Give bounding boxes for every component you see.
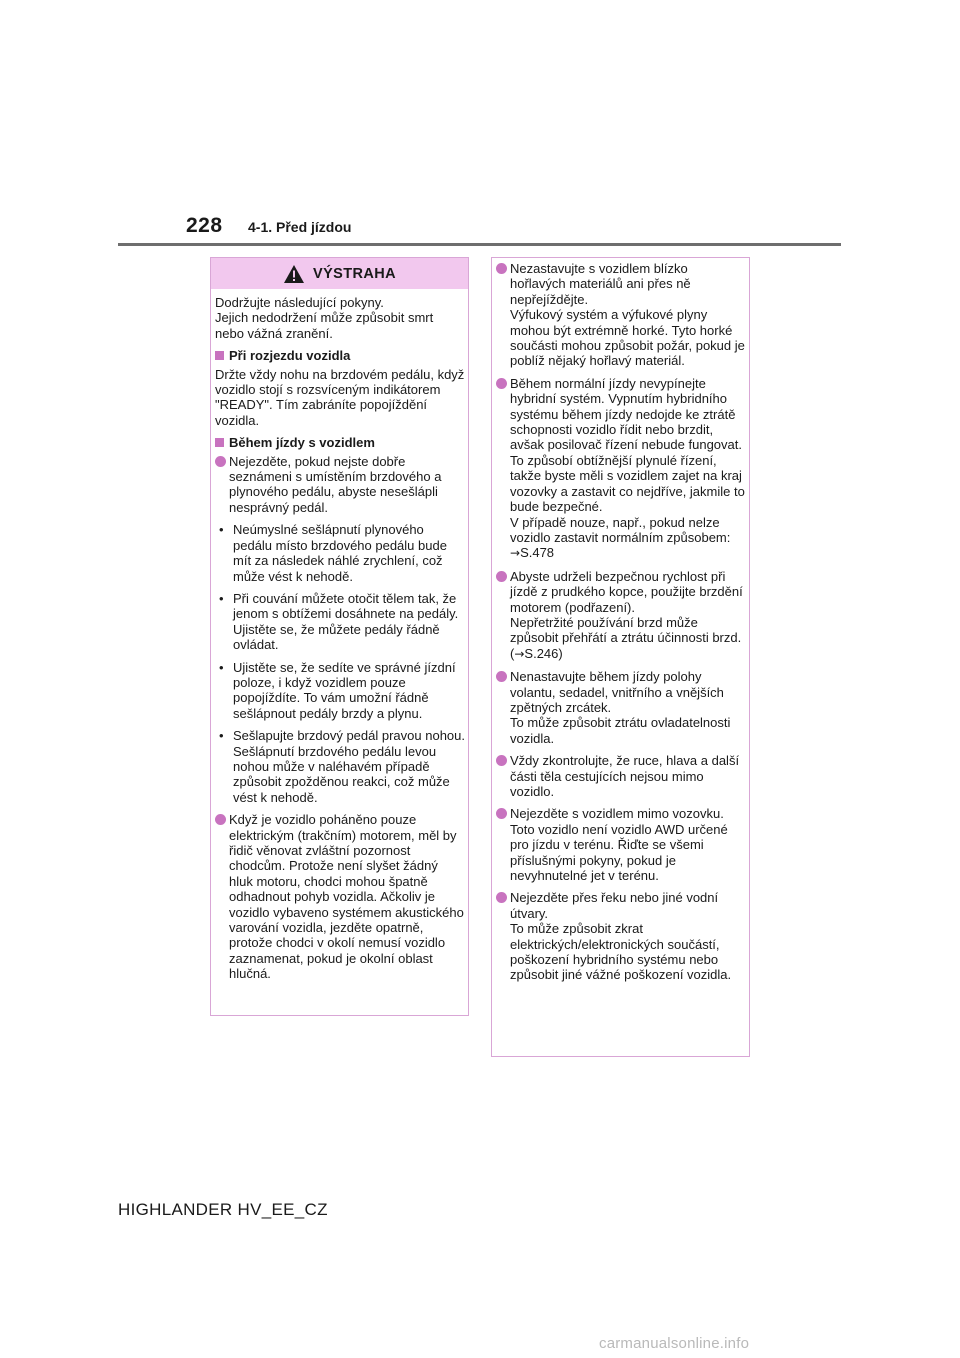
text-line: Výfukový systém a výfukové plyny mohou být extrémně horké. Tyto horké součásti mohou způsobit požár, pokud je poblíž nějaký hořlavý materiál. [510, 307, 745, 369]
list-item [496, 806, 746, 883]
circle-bullet-icon [496, 755, 507, 766]
watermark: carmanualsonline.info [599, 1335, 750, 1352]
dot-bullet-icon: • [219, 590, 224, 606]
list-item-text: Nejezděte, pokud nejste dobře seznámeni s umístěním brzdového a plynového pedálu, abyste nesešlápli nesprávný pedál. [229, 453, 442, 515]
text-line: Nepřetržité používání brzd může způsobit přehřátí a ztrátu účinnosti brzd. ( [510, 614, 742, 661]
list-item-text [510, 569, 746, 662]
list-item [496, 261, 746, 369]
sub-list-item-text: Sešlapujte brzdový pedál pravou nohou. Sešlápnutí brzdového pedálu levou nohou může v naléhavém případě způsobit zpožděnou reakci, což může vést k nehodě. [233, 728, 465, 805]
section-text: Držte vždy nohu na brzdovém pedálu, když vozidlo stojí s rozsvíceným indikátorem "READY". Tím zabráníte popojíždění vozidla. [215, 366, 465, 428]
arrow-right-icon: → [514, 646, 525, 661]
circle-bullet-icon [496, 671, 507, 682]
text-line: Nenastavujte během jízdy polohy volantu, sedadel, vnitřního a vnějších zpětných zrcátek. [510, 669, 724, 715]
warning-box-left [210, 257, 469, 1016]
sub-list-item [219, 660, 465, 722]
list-item [215, 812, 465, 981]
sub-list-item [219, 728, 465, 805]
circle-bullet-icon [496, 378, 507, 389]
section-title: 4-1. Před jízdou [248, 219, 352, 235]
circle-bullet-icon [496, 571, 507, 582]
list-item [496, 569, 746, 662]
list-item-text: Když je vozidlo poháněno pouze elektrickým (trakčním) motorem, měl by řidič věnovat zvláštní pozornost chodcům. Protože není slyšet žádný hluk motoru, chodci mohou špatně odhadnout pohyb vozidla. Ačkoliv je vozidlo vybaveno systémem akustického varování vozidla, jezděte opatrně, protože chodci v okolí nemusí vozidlo zaznamenat, pokud je okolní oblast hlučná. [229, 812, 464, 982]
text-suffix: ) [558, 645, 563, 661]
section-heading-text: Během jízdy s vozidlem [229, 435, 375, 451]
page-reference-link[interactable]: S.478 [520, 545, 555, 561]
list-item-text [510, 376, 746, 562]
list-item [496, 753, 746, 799]
sub-list-item-text: Neúmyslné sešlápnutí plynového pedálu místo brzdového pedálu bude mít za následek náhlé zrychlení, což může vést k nehodě. [233, 522, 447, 584]
list-item-text [510, 261, 746, 369]
text-line: Nejezděte přes řeku nebo jiné vodní útvary. [510, 890, 719, 921]
list-item-text: Nejezděte s vozidlem mimo vozovku. Toto vozidlo není vozidlo AWD určené pro jízdu v terénu. Řiďte se všemi příslušnými pokyny, pokud je nevyhnutelné jet v terénu. [510, 806, 728, 884]
warning-title: VÝSTRAHA [313, 265, 396, 282]
text-line: Nezastavujte s vozidlem blízko hořlavých materiálů ani přes ně nepřejíždějte. [510, 261, 691, 307]
circle-bullet-icon [496, 263, 507, 274]
footer-model-code: HIGHLANDER HV_EE_CZ [118, 1200, 328, 1219]
circle-bullet-icon [215, 456, 226, 467]
circle-bullet-icon [496, 808, 507, 819]
list-item-text [510, 890, 746, 982]
square-bullet-icon [215, 351, 224, 360]
warning-intro [215, 295, 465, 341]
text-line: Abyste udrželi bezpečnou rychlost při jízdě z prudkého kopce, použijte brzdění motorem (podřazení). [510, 568, 743, 615]
dot-bullet-icon: • [219, 728, 224, 744]
list-item [496, 376, 746, 562]
list-item-text: Vždy zkontrolujte, že ruce, hlava a další části těla cestujících nejsou mimo vozidlo. [510, 753, 740, 799]
warning-box-right [491, 257, 750, 1057]
dot-bullet-icon: • [219, 522, 224, 538]
text-line: To může způsobit zkrat elektrických/elektronických součástí, poškození hybridního systému nebo způsobit jiné vážné poškození vozidla. [510, 921, 732, 983]
text-line: Během normální jízdy nevypínejte hybridní systém. Vypnutím hybridního systému během jízdy nedojde ke ztrátě schopnosti vozidlo řídit nebo brzdit, avšak posilovač řízení nebude fungovat. To způsobí obtížnější plynulé řízení, takže byste měli s vozidlem zajet na kraj vozovky a zastavit co nejdříve, jakmile to bude bezpečné. [510, 375, 745, 515]
page-number: 228 [186, 214, 223, 237]
section-heading-text: Při rozjezdu vozidla [229, 348, 351, 364]
section-heading-driving [215, 435, 465, 450]
text-line: To může způsobit ztrátu ovladatelnosti vozidla. [510, 715, 731, 746]
warning-triangle-icon [283, 264, 305, 284]
list-item [215, 454, 465, 516]
header-rule [118, 243, 841, 246]
sub-list-item [219, 591, 465, 653]
sub-list-item-text: Při couvání můžete otočit tělem tak, že jenom s obtížemi dosáhnete na pedály. Ujistěte se, že můžete pedály řádně ovládat. [233, 590, 459, 653]
text-line: V případě nouze, např., pokud nelze vozidlo zastavit normálním způsobem: [510, 514, 731, 545]
section-heading-start [215, 348, 465, 363]
warning-content-right [492, 258, 749, 983]
square-bullet-icon [215, 438, 224, 447]
warning-content-left [211, 289, 468, 982]
list-item [496, 890, 746, 982]
dot-bullet-icon: • [219, 659, 224, 675]
intro-line-1: Dodržujte následující pokyny. [215, 295, 384, 310]
circle-bullet-icon [496, 892, 507, 903]
intro-line-2: Jejich nedodržení může způsobit smrt nebo vážná zranění. [215, 310, 434, 341]
warning-header [211, 258, 468, 289]
sub-list-item-text: Ujistěte se, že sedíte ve správné jízdní poloze, i když vozidlem pouze popojíždíte. To vám umožní řádně sešlápnout pedály brzdy a plynu. [233, 659, 456, 721]
arrow-right-icon: → [510, 546, 521, 561]
circle-bullet-icon [215, 814, 226, 825]
list-item [496, 669, 746, 746]
sub-list-item [219, 522, 465, 584]
list-item-text [510, 669, 746, 746]
page-reference-link[interactable]: S.246 [524, 645, 559, 661]
